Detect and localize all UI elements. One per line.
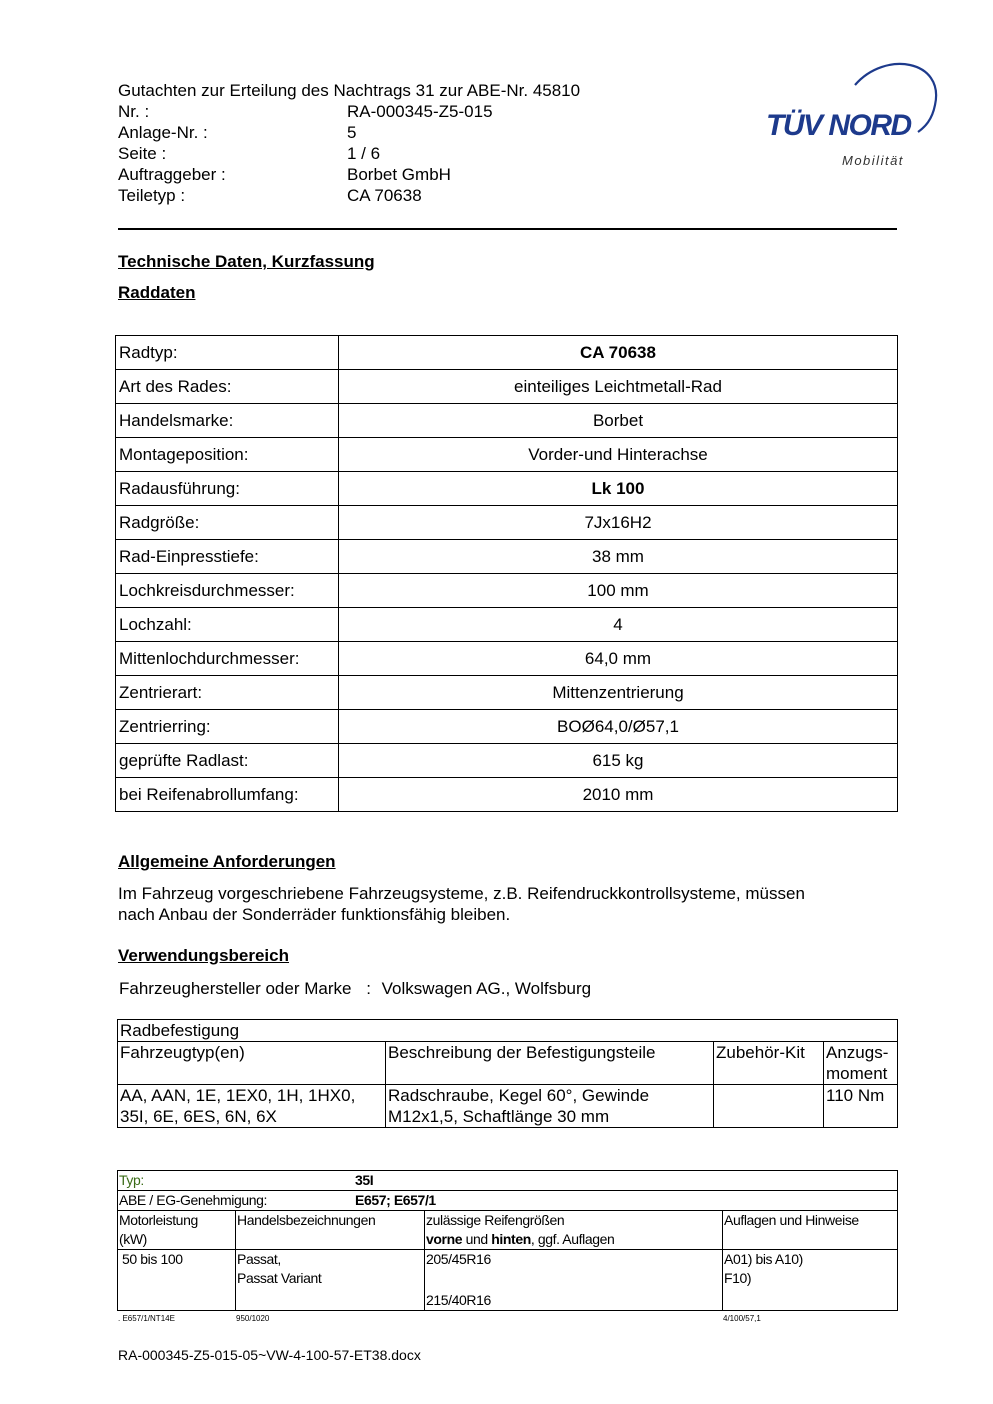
table-row bbox=[118, 1042, 898, 1085]
table-row bbox=[116, 370, 898, 404]
cell-line: Motorleistung bbox=[119, 1212, 198, 1228]
header-anzugsmoment bbox=[824, 1042, 898, 1085]
header-label: Seite : bbox=[118, 144, 167, 163]
table-row bbox=[116, 778, 898, 812]
abe-label: ABE / EG-Genehmigung: bbox=[119, 1192, 268, 1208]
row-value: 615 kg bbox=[339, 744, 898, 778]
header-divider bbox=[118, 228, 897, 230]
row-label: Lochkreisdurchmesser: bbox=[116, 574, 339, 608]
typ-table bbox=[117, 1170, 898, 1311]
col-auflagen: Auflagen und Hinweise bbox=[723, 1211, 898, 1250]
row-label: Lochzahl: bbox=[116, 608, 339, 642]
abe-row bbox=[118, 1191, 898, 1211]
cell-line: Passat Variant bbox=[237, 1270, 322, 1286]
row-value: Vorder-und Hinterachse bbox=[339, 438, 898, 472]
row-value: 7Jx16H2 bbox=[339, 506, 898, 540]
header-label: Teiletyp : bbox=[118, 186, 186, 205]
table-row bbox=[118, 1085, 898, 1128]
header-value: 5 bbox=[347, 123, 357, 142]
footnote-right: 4/100/57,1 bbox=[723, 1314, 761, 1323]
hersteller-separator: : bbox=[366, 979, 371, 998]
text: , ggf. Auflagen bbox=[530, 1231, 615, 1247]
hersteller-line bbox=[119, 978, 591, 999]
col-reifengroessen bbox=[425, 1211, 723, 1250]
row-label: Mittenlochdurchmesser: bbox=[116, 642, 339, 676]
row-label: Montageposition: bbox=[116, 438, 339, 472]
row-label: Radgröße: bbox=[116, 506, 339, 540]
header-label: Nr. : bbox=[118, 102, 150, 121]
row-value: CA 70638 bbox=[339, 336, 898, 370]
bold-text: vorne bbox=[426, 1231, 463, 1247]
col-handelsbezeichnungen: Handelsbezeichnungen bbox=[236, 1211, 425, 1250]
header-fahrzeugtyp: Fahrzeugtyp(en) bbox=[118, 1042, 386, 1085]
header-row-nr bbox=[118, 101, 580, 122]
row-label: Zentrierart: bbox=[116, 676, 339, 710]
table-row bbox=[118, 1191, 898, 1211]
cell-line: M12x1,5, Schaftlänge 30 mm bbox=[388, 1107, 610, 1126]
tuv-nord-logo bbox=[760, 55, 945, 175]
section-heading-verwendung: Verwendungsbereich bbox=[118, 946, 289, 965]
typ-row bbox=[118, 1171, 898, 1191]
row-value: 100 mm bbox=[339, 574, 898, 608]
cell-line: 35I, 6E, 6ES, 6N, 6X bbox=[120, 1107, 277, 1126]
table-row bbox=[116, 404, 898, 438]
table-row bbox=[116, 642, 898, 676]
cell-power: 50 bis 100 bbox=[118, 1250, 236, 1311]
row-label: Zentrierring: bbox=[116, 710, 339, 744]
cell-line: (kW) bbox=[119, 1231, 147, 1247]
header-row-auftraggeber bbox=[118, 164, 580, 185]
allgemein-paragraph bbox=[118, 883, 805, 925]
document-header bbox=[118, 80, 580, 206]
row-label: Rad-Einpresstiefe: bbox=[116, 540, 339, 574]
footnote-middle: 950/1020 bbox=[236, 1314, 270, 1323]
table-row bbox=[116, 506, 898, 540]
row-value: 2010 mm bbox=[339, 778, 898, 812]
header-value: RA-000345-Z5-015 bbox=[347, 102, 493, 121]
table-row bbox=[116, 744, 898, 778]
raddaten-table bbox=[115, 335, 898, 812]
text: und bbox=[462, 1231, 492, 1247]
row-value: 38 mm bbox=[339, 540, 898, 574]
header-label: Anlage-Nr. : bbox=[118, 123, 208, 142]
row-label: geprüfte Radlast: bbox=[116, 744, 339, 778]
row-label: Radtyp: bbox=[116, 336, 339, 370]
row-label: Handelsmarke: bbox=[116, 404, 339, 438]
logo-subtitle: Mobilität bbox=[842, 153, 904, 168]
hersteller-label: Fahrzeughersteller oder Marke bbox=[119, 979, 352, 998]
logo-brand: TÜV NORD bbox=[766, 109, 911, 142]
header-row-teiletyp bbox=[118, 185, 580, 206]
cell-types bbox=[118, 1085, 386, 1128]
table-row bbox=[116, 608, 898, 642]
cell-line: 205/45R16 bbox=[426, 1251, 491, 1267]
cell-names bbox=[236, 1250, 425, 1311]
table-row bbox=[116, 336, 898, 370]
cell-line: Radschraube, Kegel 60°, Gewinde bbox=[388, 1086, 650, 1105]
header-beschreibung: Beschreibung der Befestigungsteile bbox=[386, 1042, 714, 1085]
table-row bbox=[116, 710, 898, 744]
cell-kit bbox=[714, 1085, 824, 1128]
row-value: Lk 100 bbox=[339, 472, 898, 506]
header-value: Borbet GmbH bbox=[347, 165, 451, 184]
header-row-anlage bbox=[118, 122, 580, 143]
header-label: Auftraggeber : bbox=[118, 165, 226, 184]
table-row bbox=[116, 540, 898, 574]
table-row bbox=[118, 1211, 898, 1250]
hersteller-value: Volkswagen AG., Wolfsburg bbox=[381, 979, 592, 998]
footnote-left: . E657/1/NT14E bbox=[118, 1314, 175, 1323]
cell-line: zulässige Reifengrößen bbox=[426, 1212, 565, 1228]
header-value: CA 70638 bbox=[347, 186, 422, 205]
table-row bbox=[118, 1171, 898, 1191]
abe-value: E657; E657/1 bbox=[355, 1192, 436, 1208]
row-label: Radausführung: bbox=[116, 472, 339, 506]
befestigung-title: Radbefestigung bbox=[118, 1020, 898, 1042]
bold-text: hinten bbox=[491, 1231, 531, 1247]
paragraph-line: Im Fahrzeug vorgeschriebene Fahrzeugsysteme, z.B. Reifendruckkontrollsysteme, müssen bbox=[118, 884, 805, 903]
col-motorleistung bbox=[118, 1211, 236, 1250]
typ-label: Typ: bbox=[119, 1172, 144, 1188]
cell-line: F10) bbox=[724, 1270, 752, 1286]
row-value: Mittenzentrierung bbox=[339, 676, 898, 710]
paragraph-line: nach Anbau der Sonderräder funktionsfähig bleiben. bbox=[118, 905, 511, 924]
row-value: einteiliges Leichtmetall-Rad bbox=[339, 370, 898, 404]
section-heading-tech: Technische Daten, Kurzfassung bbox=[118, 252, 375, 271]
cell-tires bbox=[425, 1250, 723, 1311]
row-value: 64,0 mm bbox=[339, 642, 898, 676]
header-value: 1 / 6 bbox=[347, 144, 381, 163]
header-line: Anzugs- bbox=[826, 1043, 889, 1062]
table-row bbox=[118, 1020, 898, 1042]
row-value: Borbet bbox=[339, 404, 898, 438]
table-row bbox=[116, 676, 898, 710]
header-row-seite bbox=[118, 143, 580, 164]
document-filename: RA-000345-Z5-015-05~VW-4-100-57-ET38.docx bbox=[118, 1347, 421, 1363]
cell-notes bbox=[723, 1250, 898, 1311]
cell-torque: 110 Nm bbox=[824, 1085, 898, 1128]
section-heading-allgemein: Allgemeine Anforderungen bbox=[118, 852, 336, 871]
header-line: moment bbox=[826, 1064, 888, 1083]
section-heading-raddaten: Raddaten bbox=[118, 283, 196, 302]
cell-line: AA, AAN, 1E, 1EX0, 1H, 1HX0, bbox=[120, 1086, 356, 1105]
cell-line: A01) bis A10) bbox=[724, 1251, 803, 1267]
typ-value: 35I bbox=[355, 1172, 374, 1188]
table-row bbox=[116, 438, 898, 472]
header-zubehoer: Zubehör-Kit bbox=[714, 1042, 824, 1085]
cell-description bbox=[386, 1085, 714, 1128]
cell-line bbox=[426, 1230, 721, 1249]
row-value: BOØ64,0/Ø57,1 bbox=[339, 710, 898, 744]
befestigung-table bbox=[117, 1019, 898, 1128]
row-label: Art des Rades: bbox=[116, 370, 339, 404]
table-row bbox=[116, 574, 898, 608]
row-value: 4 bbox=[339, 608, 898, 642]
table-row bbox=[116, 472, 898, 506]
cell-line: Passat, bbox=[237, 1251, 281, 1267]
document-title: Gutachten zur Erteilung des Nachtrags 31 zur ABE-Nr. 45810 bbox=[118, 81, 581, 100]
table-row bbox=[118, 1250, 898, 1311]
row-label: bei Reifenabrollumfang: bbox=[116, 778, 339, 812]
cell-line: 215/40R16 bbox=[426, 1292, 491, 1308]
